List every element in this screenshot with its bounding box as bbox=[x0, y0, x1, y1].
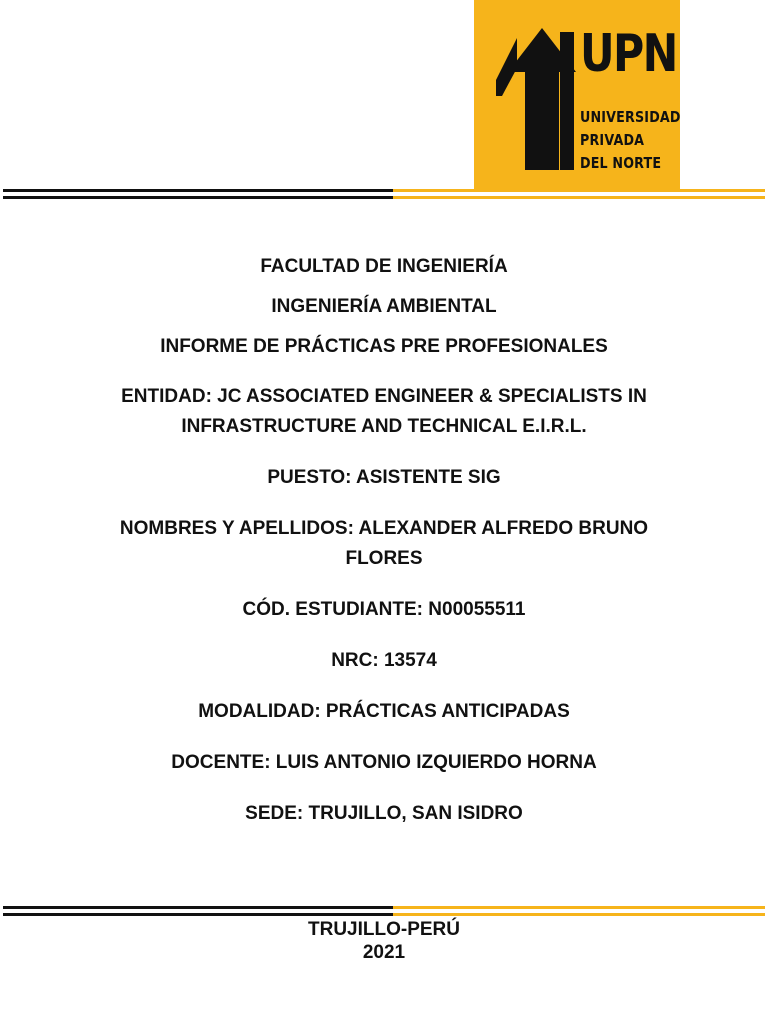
footer-year: 2021 bbox=[362, 942, 406, 963]
divider-black-line bbox=[3, 189, 393, 192]
faculty-heading: FACULTAD DE INGENIERÍA bbox=[260, 256, 508, 277]
position-line: PUESTO: ASISTENTE SIG bbox=[267, 467, 501, 488]
campus-line: SEDE: TRUJILLO, SAN ISIDRO bbox=[245, 803, 523, 824]
cover-content bbox=[40, 252, 728, 829]
divider-gold-line bbox=[393, 189, 765, 192]
header-divider bbox=[0, 189, 768, 200]
cover-footer bbox=[0, 918, 768, 964]
upn-logo bbox=[474, 0, 680, 189]
divider-black-line bbox=[3, 196, 393, 199]
logo-line-3: DEL NORTE bbox=[580, 154, 662, 172]
entity-line-2: INFRASTRUCTURE AND TECHNICAL E.I.R.L. bbox=[181, 416, 587, 437]
report-title: INFORME DE PRÁCTICAS PRE PROFESIONALES bbox=[160, 336, 608, 357]
divider-gold-line bbox=[393, 196, 765, 199]
footer-divider bbox=[0, 906, 768, 917]
divider-gold-line bbox=[393, 913, 765, 916]
modality-line: MODALIDAD: PRÁCTICAS ANTICIPADAS bbox=[198, 701, 570, 722]
divider-gold-line bbox=[393, 906, 765, 909]
logo-line-1: UNIVERSIDAD bbox=[580, 108, 681, 126]
nrc-line: NRC: 13574 bbox=[331, 650, 437, 671]
career-heading: INGENIERÍA AMBIENTAL bbox=[271, 296, 497, 317]
entity-line-1: ENTIDAD: JC ASSOCIATED ENGINEER & SPECIALISTS IN bbox=[121, 386, 647, 407]
logo-acronym: UPN bbox=[580, 24, 677, 84]
divider-black-line bbox=[3, 913, 393, 916]
teacher-line: DOCENTE: LUIS ANTONIO IZQUIERDO HORNA bbox=[171, 752, 597, 773]
divider-black-line bbox=[3, 906, 393, 909]
names-line-1: NOMBRES Y APELLIDOS: ALEXANDER ALFREDO BRUNO bbox=[119, 518, 649, 539]
names-line-2: FLORES bbox=[345, 548, 423, 569]
student-code-line: CÓD. ESTUDIANTE: N00055511 bbox=[242, 599, 526, 620]
footer-place: TRUJILLO-PERÚ bbox=[308, 919, 460, 940]
logo-line-2: PRIVADA bbox=[580, 131, 645, 149]
